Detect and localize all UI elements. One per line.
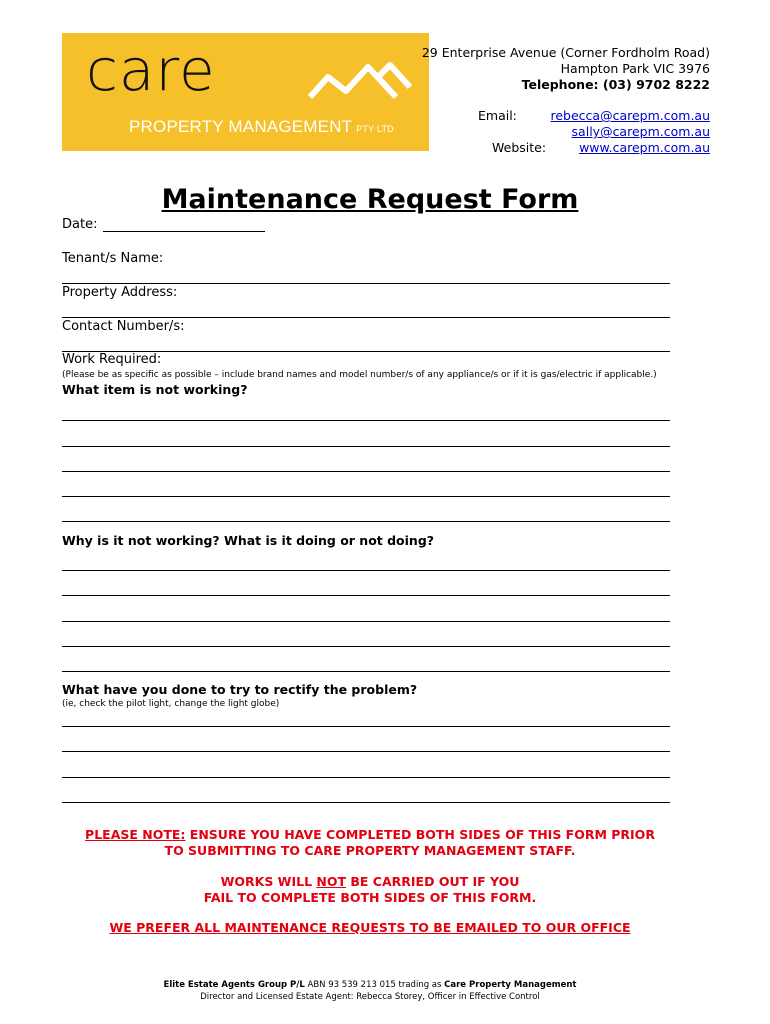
answer-line[interactable] — [62, 420, 670, 421]
logo-subtitle: PROPERTY MANAGEMENT PTY LTD — [129, 117, 394, 136]
logo-brand: care — [86, 36, 216, 104]
answer-line[interactable] — [62, 521, 670, 522]
answer-line[interactable] — [62, 802, 670, 803]
answer-line[interactable] — [62, 751, 670, 752]
footer-trading-name: Care Property Management — [444, 980, 577, 990]
property-address-label: Property Address: — [62, 285, 178, 300]
question-rectify: What have you done to try to rectify the problem? — [62, 682, 418, 697]
question-item-not-working: What item is not working? — [62, 382, 248, 397]
answer-line[interactable] — [62, 671, 670, 672]
answer-line[interactable] — [62, 570, 670, 571]
tenant-name-label: Tenant/s Name: — [62, 251, 164, 266]
answer-line[interactable] — [62, 777, 670, 778]
answer-line[interactable] — [62, 496, 670, 497]
email-label: Email: — [478, 108, 517, 123]
office-address — [422, 45, 710, 93]
rectify-hint: (ie, check the pilot light, change the light globe) — [62, 699, 280, 709]
please-note: PLEASE NOTE: ENSURE YOU HAVE COMPLETED BOTH SIDES OF THIS FORM PRIOR TO SUBMITTING TO CARE PROPERTY MANAGEMENT STAFF. — [85, 827, 655, 858]
footer: Elite Estate Agents Group P/L ABN 93 539 213 015 trading as Care Property Management Director and Licensed Estate Agent: Rebecca Storey, Officer in Effective Control — [0, 979, 740, 1003]
contact-links — [550, 108, 710, 156]
answer-line[interactable] — [62, 471, 670, 472]
telephone: Telephone: (03) 9702 8222 — [521, 77, 710, 92]
not-emphasis: NOT — [316, 874, 347, 889]
website-link[interactable]: www.carepm.com.au — [579, 140, 710, 155]
footer-director: Director and Licensed Estate Agent: Rebecca Storey, Officer in Effective Control — [200, 992, 540, 1002]
contact-numbers-label: Contact Number/s: — [62, 319, 185, 334]
please-note-label: PLEASE NOTE: — [85, 827, 186, 842]
answer-line[interactable] — [62, 726, 670, 727]
date-field[interactable] — [103, 231, 265, 232]
address-line1: 29 Enterprise Avenue (Corner Fordholm Road) — [421, 45, 710, 60]
answer-line[interactable] — [62, 446, 670, 447]
answer-line[interactable] — [62, 595, 670, 596]
website-label: Website: — [492, 140, 547, 155]
date-label: Date: — [62, 217, 98, 232]
roof-icon — [306, 55, 416, 105]
email-link-rebecca[interactable]: rebecca@carepm.com.au — [550, 108, 710, 123]
page-title: Maintenance Request Form — [161, 184, 579, 215]
answer-line[interactable] — [62, 646, 670, 647]
email-preference: WE PREFER ALL MAINTENANCE REQUESTS TO BE EMAILED TO OUR OFFICE — [109, 920, 631, 935]
property-address-field[interactable] — [62, 317, 670, 318]
tenant-name-field[interactable] — [62, 283, 670, 284]
email-link-sally[interactable]: sally@carepm.com.au — [571, 124, 710, 139]
work-required-hint: (Please be as specific as possible – include brand names and model number/s of any appliance/s or if it is gas/electric if applicable.) — [62, 370, 657, 380]
works-warning: WORKS WILL NOT BE CARRIED OUT IF YOU FAIL TO COMPLETE BOTH SIDES OF THIS FORM. — [203, 874, 537, 905]
work-required-label: Work Required: — [62, 352, 162, 367]
answer-line[interactable] — [62, 621, 670, 622]
company-logo — [62, 33, 429, 151]
address-line2: Hampton Park VIC 3976 — [560, 61, 710, 76]
question-why-not-working: Why is it not working? What is it doing or not doing? — [62, 533, 435, 548]
footer-company: Elite Estate Agents Group P/L — [163, 980, 305, 990]
contact-labels — [478, 108, 546, 156]
